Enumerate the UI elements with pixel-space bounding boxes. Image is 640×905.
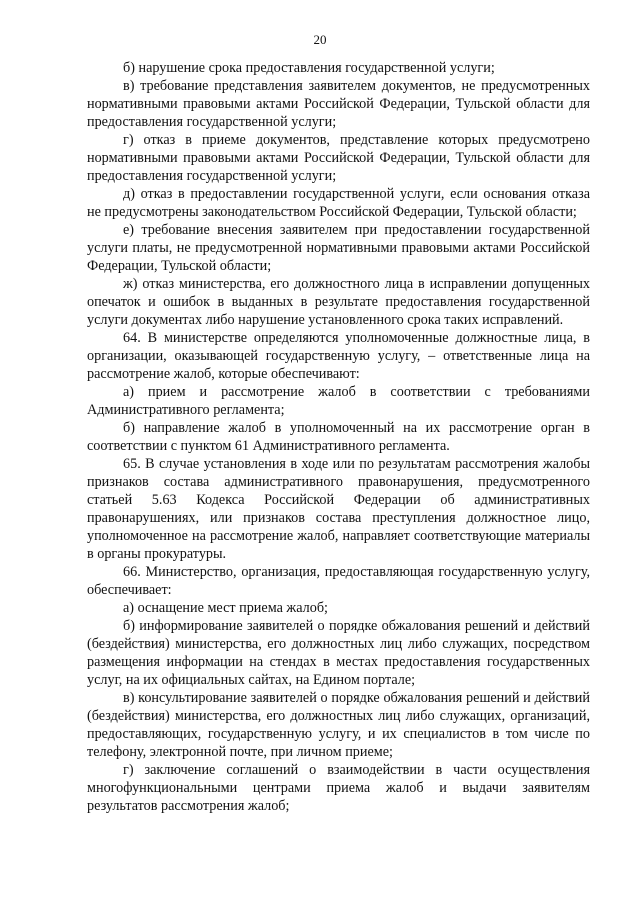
paragraph-66-v: в) консультирование заявителей о порядке обжалования решений и действий (бездействия) министерства, его должностных лиц либо служащих, организаций, предоставляющих, государственную услугу, и их специалистов в том числе по телефону, электронной почте, при личном приеме; [87, 690, 590, 760]
paragraph-66-b: б) информирование заявителей о порядке обжалования решений и действий (бездействия) министерства, его должностных лиц либо служащих, посредством размещения информации на стендах в местах предоставления государственных услуг, на их официальных сайтах, на Едином портале; [87, 618, 590, 688]
paragraph-b-term-violation: б) нарушение срока предоставления государственной услуги; [123, 60, 495, 76]
paragraph-66: 66. Министерство, организация, предоставляющая государственную услугу, обеспечивает: [87, 564, 590, 598]
paragraph-66-g: г) заключение соглашений о взаимодействии в части осуществления многофункциональными центрами приема жалоб и выдачи заявителям результатов рассмотрения жалоб; [87, 762, 590, 814]
paragraph-v-extra-documents: в) требование представления заявителем документов, не предусмотренных нормативными правовыми актами Российской Федерации, Тульской области для предоставления государственной услуги; [87, 78, 590, 130]
paragraph-g-refusal-acceptance: г) отказ в приеме документов, представление которых предусмотрено нормативными правовыми актами Российской Федерации, Тульской области для предоставления государственной услуги; [87, 132, 590, 184]
page-number: 20 [313, 32, 327, 47]
paragraph-64: 64. В министерстве определяются уполномоченные должностные лица, в организации, оказывающей государственную услугу, – ответственные лица на рассмотрение жалоб, которые обеспечивают: [87, 330, 590, 382]
paragraph-64-a: а) прием и рассмотрение жалоб в соответствии с требованиями Административного регламента; [87, 384, 590, 418]
paragraph-64-b: б) направление жалоб в уполномоченный на их рассмотрение орган в соответствии с пунктом 61 Административного регламента. [87, 420, 590, 454]
paragraph-65: 65. В случае установления в ходе или по результатам рассмотрения жалобы признаков состава административного правонарушения, предусмотренного статьей 5.63 Кодекса Российской Федерации об административных правонарушениях, или признаков состава преступления должностное лицо, уполномоченное на рассмотрение жалоб, направляет соответствующие материалы в органы прокуратуры. [87, 456, 590, 562]
paragraph-zh-refusal-correction: ж) отказ министерства, его должностного лица в исправлении допущенных опечаток и ошибок в выданных в результате предоставления государственной услуги документах либо нарушение установленного срока таких исправлений. [87, 276, 590, 328]
paragraph-66-a: а) оснащение мест приема жалоб; [123, 600, 328, 616]
document-body [87, 59, 590, 815]
paragraph-d-refusal-service: д) отказ в предоставлении государственной услуги, если основания отказа не предусмотрены законодательством Российской Федерации, Тульской области; [87, 186, 590, 220]
paragraph-e-extra-payment: е) требование внесения заявителем при предоставлении государственной услуги платы, не предусмотренной нормативными правовыми актами Российской Федерации, Тульской области; [87, 222, 590, 274]
